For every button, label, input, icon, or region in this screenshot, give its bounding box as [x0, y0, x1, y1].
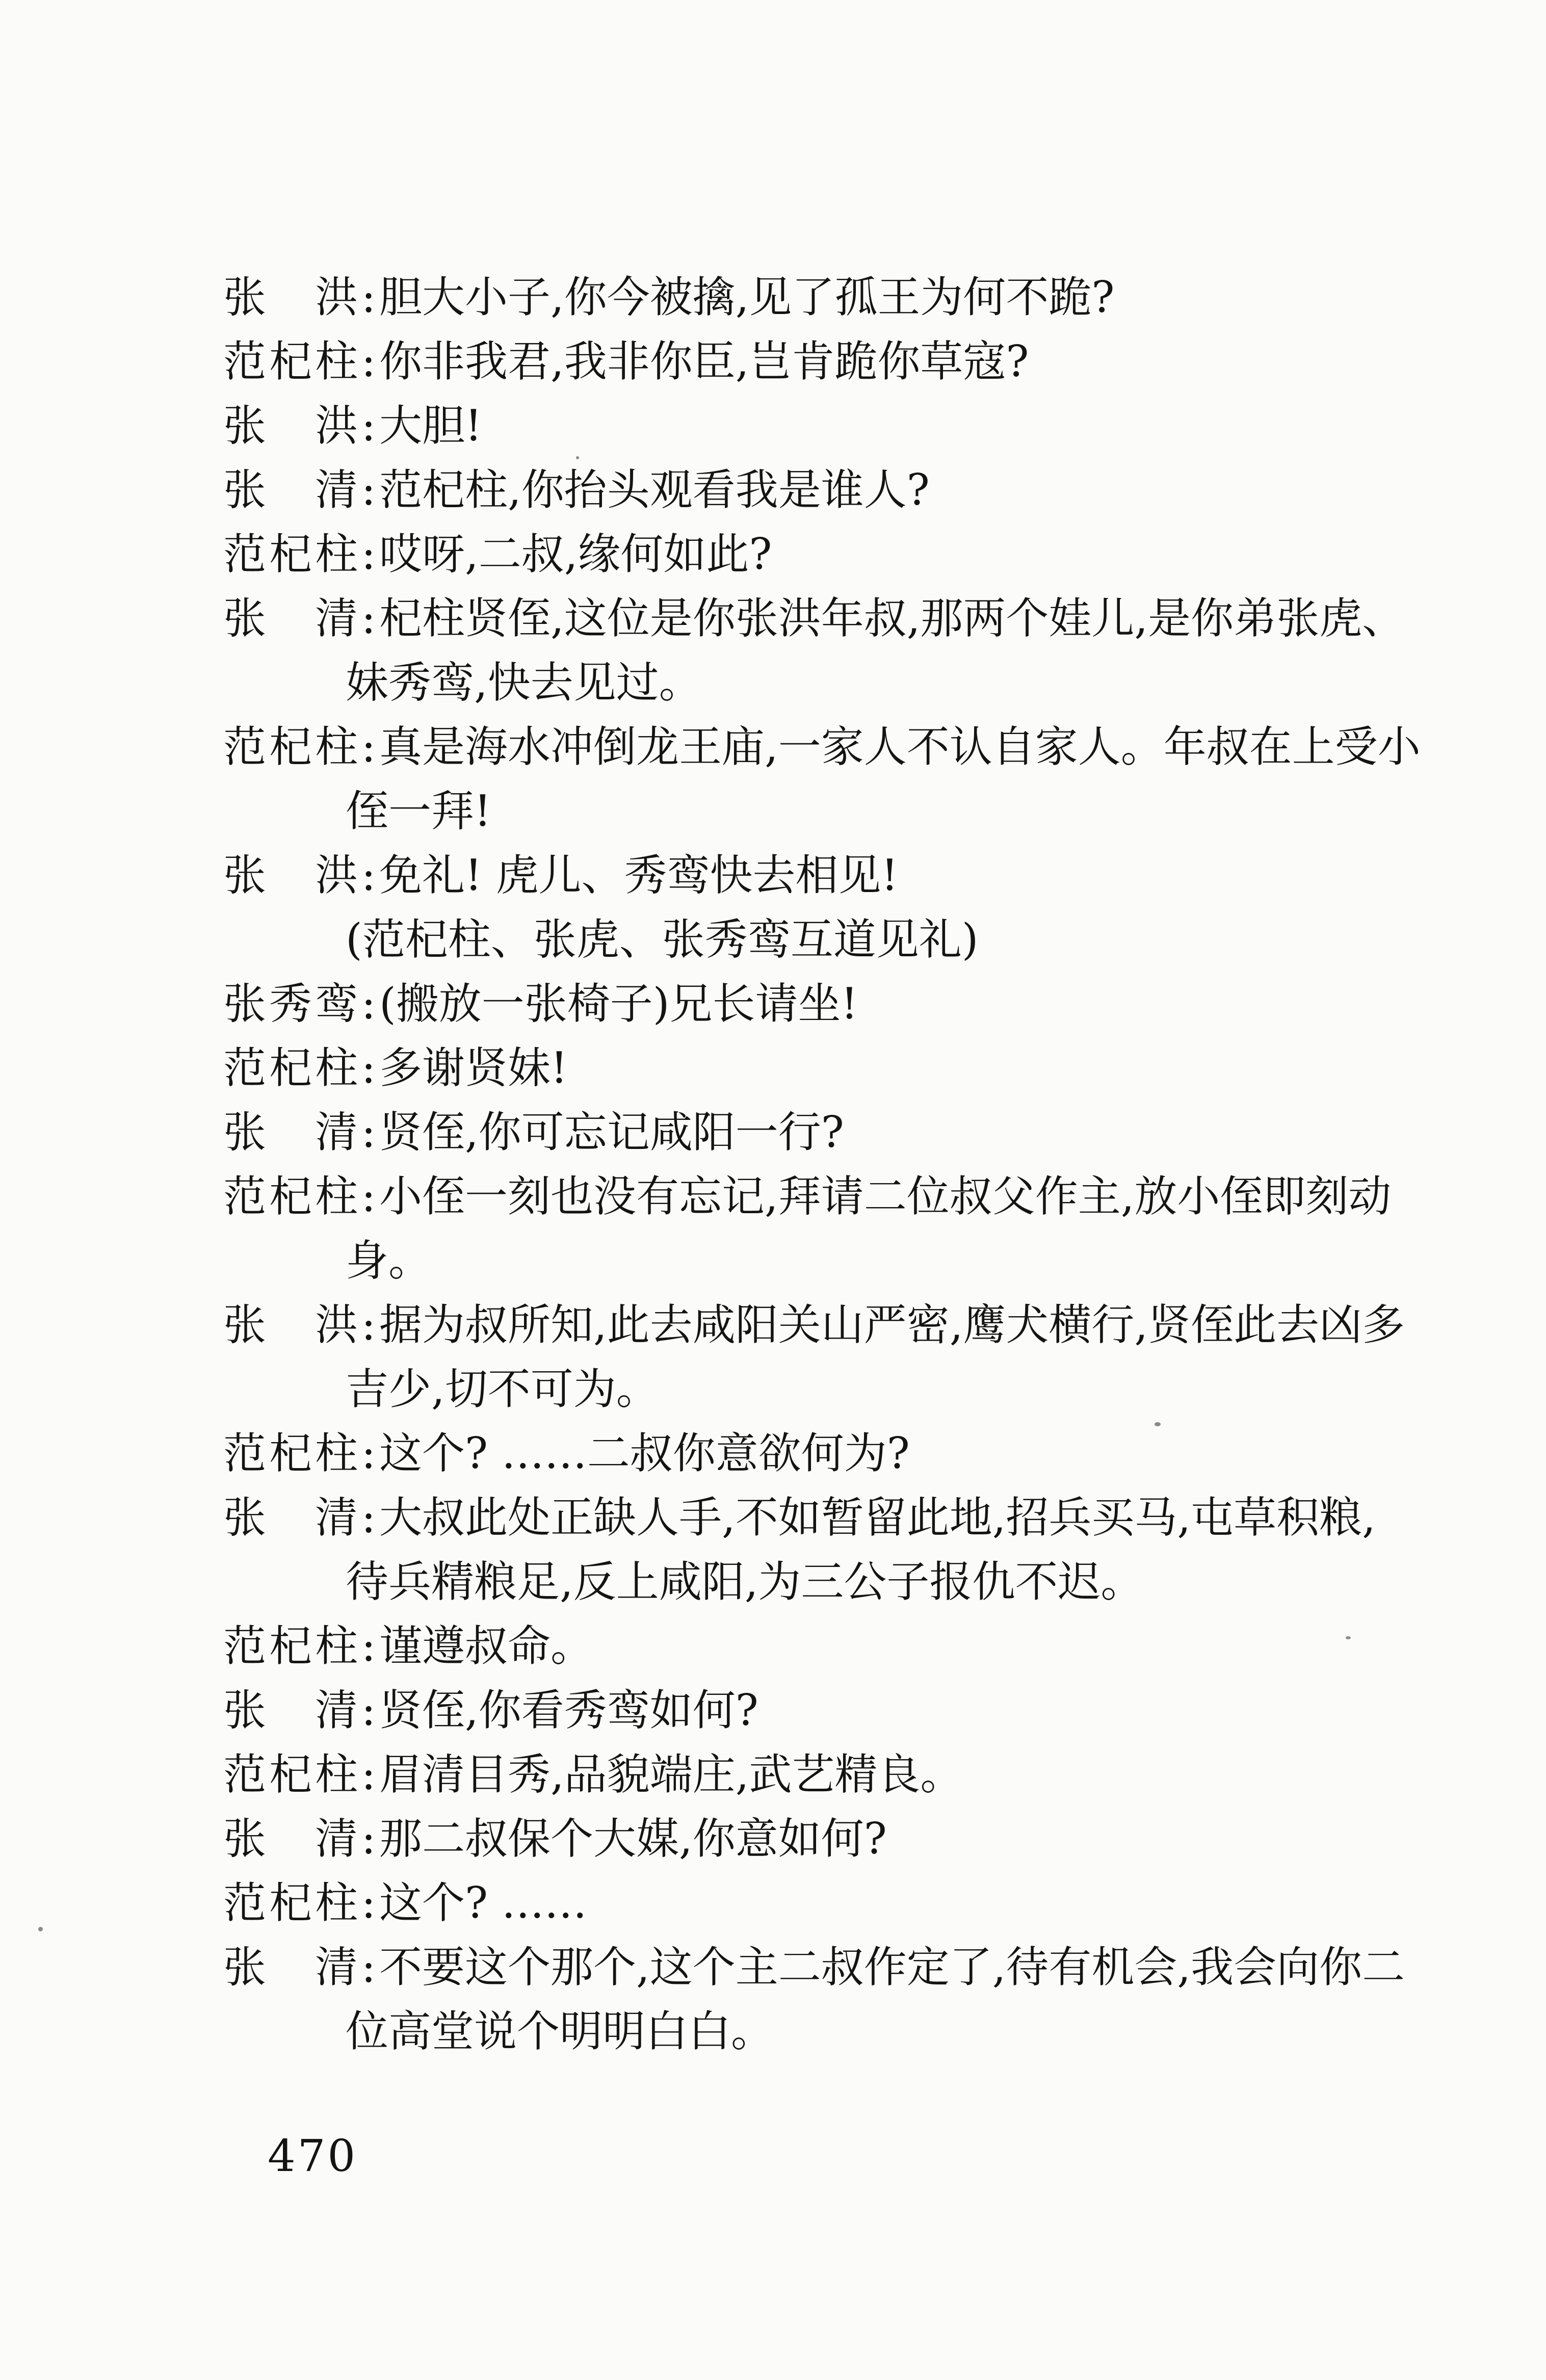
colon: :: [361, 850, 376, 900]
dialogue-text: 据为叔所知,此去咸阳关山严密,鹰犬横行,贤侄此去凶多: [379, 1300, 1405, 1350]
dialogue-line: [223, 1871, 1457, 1935]
speaker-name: 范杞柱: [223, 722, 358, 772]
page-number: 470: [268, 2131, 358, 2182]
dialogue-line: [223, 329, 1457, 394]
dialogue-text: 大叔此处正缺人手,不如暂留此地,招兵买马,屯草积粮,: [379, 1493, 1376, 1542]
dialogue-text: 你非我君,我非你臣,岂肯跪你草寇?: [379, 336, 1029, 386]
colon: :: [361, 336, 376, 386]
speaker-name: 张 洪: [223, 1300, 358, 1350]
dialogue-line: [223, 1485, 1457, 1550]
dialogue-line: [223, 1100, 1457, 1164]
speaker-name: 张 清: [223, 1107, 358, 1157]
dialogue-line: [223, 1164, 1457, 1228]
dialogue-continuation: 位高堂说个明明白白。: [346, 2006, 774, 2056]
dialogue-continuation: 待兵精粮足,反上咸阳,为三公子报仇不迟。: [346, 1557, 1144, 1607]
speaker-name: 范杞柱: [223, 1043, 358, 1093]
speaker-name: 范杞柱: [223, 1171, 358, 1221]
speaker-name: 范杞柱: [223, 1878, 358, 1928]
dialogue-text: 眉清目秀,品貌端庄,武艺精良。: [379, 1749, 963, 1799]
dialogue-text: 贤侄,你看秀鸾如何?: [379, 1685, 758, 1735]
dialogue-line: [223, 1678, 1457, 1742]
dialogue-line: [223, 586, 1457, 650]
speaker-name: 张 清: [223, 593, 358, 643]
dialogue-text: 多谢贤妹!: [379, 1043, 568, 1093]
dialogue-continuation: 妹秀鸾,快去见过。: [346, 658, 702, 708]
scan-speck: [1155, 1422, 1161, 1426]
speaker-name: 张 清: [223, 1493, 358, 1542]
dialogue-continuation: 身。: [346, 1236, 432, 1286]
colon: :: [361, 272, 376, 322]
colon: :: [361, 401, 376, 451]
colon: :: [361, 593, 376, 643]
colon: :: [361, 979, 376, 1029]
dialogue-line: [223, 972, 1457, 1036]
dialogue-line: [223, 1614, 1457, 1678]
dialogue-text: 那二叔保个大媒,你意如何?: [379, 1814, 887, 1864]
dialogue-line: [223, 1293, 1457, 1357]
dialogue-line: [223, 1807, 1457, 1871]
speaker-name: 张 清: [223, 1814, 358, 1864]
speaker-name: 张 清: [223, 1685, 358, 1735]
dialogue-text: 这个? ……二叔你意欲何为?: [379, 1428, 910, 1478]
colon: :: [361, 1428, 376, 1478]
speaker-name: 张 清: [223, 465, 358, 515]
dialogue-text: 胆大小子,你今被擒,见了孤王为何不跪?: [379, 272, 1115, 322]
dialogue-line: [223, 1036, 1457, 1100]
dialogue-continuation: 吉少,切不可为。: [346, 1364, 659, 1414]
dialogue-text: (搬放一张椅子)兄长请坐!: [379, 979, 858, 1029]
dialogue-text: 不要这个那个,这个主二叔作定了,待有机会,我会向你二: [379, 1942, 1405, 1992]
dialogue-text: 小侄一刻也没有忘记,拜请二位叔父作主,放小侄即刻动: [379, 1171, 1392, 1221]
speaker-name: 张 清: [223, 1942, 358, 1992]
speaker-name: 张 洪: [223, 850, 358, 900]
dialogue-text: 杞柱贤侄,这位是你张洪年叔,那两个娃儿,是你弟张虎、: [379, 593, 1405, 643]
colon: :: [361, 1621, 376, 1671]
dialogue-line: [223, 458, 1457, 522]
colon: :: [361, 1814, 376, 1864]
dialogue-line: [223, 522, 1457, 586]
dialogue-line: [223, 715, 1457, 779]
colon: :: [361, 1493, 376, 1542]
stage-direction: (范杞柱、张虎、张秀鸾互道见礼): [346, 914, 979, 964]
scan-speck: [576, 456, 579, 459]
speaker-name: 张 洪: [223, 272, 358, 322]
scan-speck: [38, 1927, 43, 1931]
speaker-name: 范杞柱: [223, 1428, 358, 1478]
script-body: [223, 265, 1457, 2063]
dialogue-line: [223, 1742, 1457, 1807]
dialogue-line: [223, 1935, 1457, 1999]
dialogue-text: 真是海水冲倒龙王庙,一家人不认自家人。年叔在上受小: [379, 722, 1421, 772]
speaker-name: 范杞柱: [223, 1621, 358, 1671]
dialogue-text: 大胆!: [379, 401, 482, 451]
dialogue-line: [223, 1421, 1457, 1485]
dialogue-continuation: 侄一拜!: [346, 786, 491, 836]
dialogue-line: [223, 394, 1457, 458]
speaker-name: 范杞柱: [223, 336, 358, 386]
colon: :: [361, 529, 376, 579]
colon: :: [361, 465, 376, 515]
dialogue-text: 这个? ……: [379, 1878, 587, 1928]
dialogue-line: [223, 265, 1457, 329]
dialogue-text: 哎呀,二叔,缘何如此?: [379, 529, 772, 579]
dialogue-text: 范杞柱,你抬头观看我是谁人?: [379, 465, 930, 515]
colon: :: [361, 1878, 376, 1928]
speaker-name: 范杞柱: [223, 529, 358, 579]
colon: :: [361, 722, 376, 772]
speaker-name: 张 洪: [223, 401, 358, 451]
colon: :: [361, 1171, 376, 1221]
colon: :: [361, 1942, 376, 1992]
colon: :: [361, 1749, 376, 1799]
colon: :: [361, 1043, 376, 1093]
speaker-name: 张秀鸾: [223, 979, 358, 1029]
dialogue-line: [223, 843, 1457, 907]
dialogue-text: 谨遵叔命。: [379, 1621, 594, 1671]
speaker-name: 范杞柱: [223, 1749, 358, 1799]
dialogue-text: 贤侄,你可忘记咸阳一行?: [379, 1107, 844, 1157]
colon: :: [361, 1300, 376, 1350]
scan-speck: [1346, 1636, 1351, 1639]
dialogue-text: 免礼! 虎儿、秀鸾快去相见!: [379, 850, 899, 900]
colon: :: [361, 1685, 376, 1735]
colon: :: [361, 1107, 376, 1157]
